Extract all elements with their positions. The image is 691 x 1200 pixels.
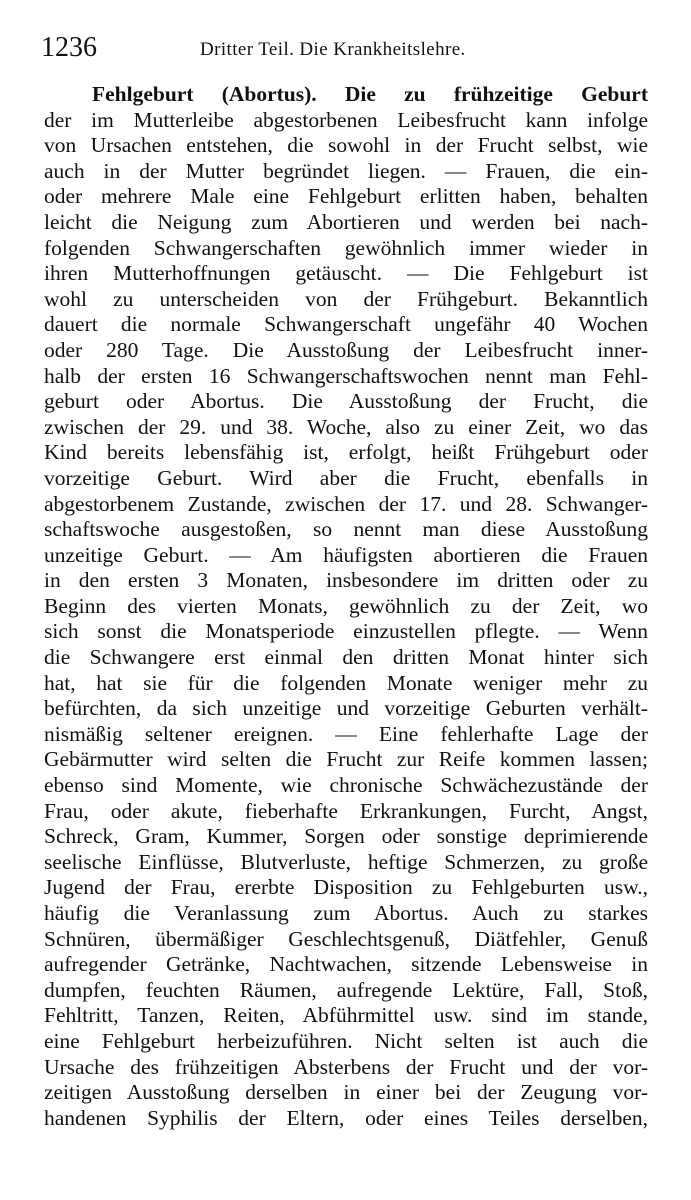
text-line: auch in der Mutter begründet liegen. — Frauen, die ein- — [44, 158, 648, 183]
text-line: seelische Einflüsse, Blutverluste, heftige Schmerzen, zu große — [44, 849, 648, 874]
text-line: Schnüren, übermäßiger Geschlechtsgenuß, Diätfehler, Genuß — [44, 926, 648, 951]
text-line: unzeitige Geburt. — Am häufigsten abortieren die Frauen — [44, 542, 648, 567]
text-line: halb der ersten 16 Schwangerschaftswochen nennt man Fehl- — [44, 363, 648, 388]
text-line: Fehltritt, Tanzen, Reiten, Abführmittel usw. sind im stande, — [44, 1003, 648, 1028]
text-line: oder mehrere Male eine Fehlgeburt erlitten haben, behalten — [44, 184, 648, 209]
text-line: wohl zu unterscheiden von der Frühgeburt. Bekanntlich — [44, 286, 648, 311]
text-line: schaftswoche ausgestoßen, so nennt man diese Ausstoßung — [44, 517, 648, 542]
page-number: 1236 — [41, 32, 97, 63]
text-line: hat, hat sie für die folgenden Monate weniger mehr zu — [44, 670, 648, 695]
text-line: eine Fehlgeburt herbeizuführen. Nicht selten ist auch die — [44, 1028, 648, 1053]
text-line: ebenso sind Momente, wie chronische Schwächezustände der — [44, 773, 648, 798]
text-line: handenen Syphilis der Eltern, oder eines Teiles derselben, — [44, 1105, 648, 1130]
text-line: sich sonst die Monatsperiode einzustellen pflegte. — Wenn — [44, 619, 648, 644]
text-line: nismäßig seltener ereignen. — Eine fehlerhafte Lage der — [44, 721, 648, 746]
text-line: Fehlgeburt (Abortus). Die zu frühzeitige Geburt — [92, 82, 648, 106]
text-line: aufregender Getränke, Nachtwachen, sitzende Lebensweise in — [44, 952, 648, 977]
text-line: Kind bereits lebensfähig ist, erfolgt, heißt Frühgeburt oder — [44, 440, 648, 465]
text-line: abgestorbenem Zustande, zwischen der 17. und 28. Schwanger- — [44, 491, 648, 516]
text-line: dumpfen, feuchten Räumen, aufregende Lektüre, Fall, Stoß, — [44, 977, 648, 1002]
text-line: die Schwangere erst einmal den dritten Monat hinter sich — [44, 645, 648, 670]
text-line: Beginn des vierten Monats, gewöhnlich zu der Zeit, wo — [44, 593, 648, 618]
page-header — [41, 28, 655, 68]
text-line: dauert die normale Schwangerschaft ungefähr 40 Wochen — [44, 312, 648, 337]
main-text — [44, 82, 648, 1131]
text-line: Schreck, Gram, Kummer, Sorgen oder sonstige deprimierende — [44, 824, 648, 849]
text-line: in den ersten 3 Monaten, insbesondere im dritten oder zu — [44, 568, 648, 593]
text-line: der im Mutterleibe abgestorbenen Leibesfrucht kann infolge — [44, 107, 648, 132]
text-line: Jugend der Frau, ererbte Disposition zu Fehlgeburten usw., — [44, 875, 648, 900]
text-line: zwischen der 29. und 38. Woche, also zu einer Zeit, wo das — [44, 414, 648, 439]
text-line: geburt oder Abortus. Die Ausstoßung der Frucht, die — [44, 389, 648, 414]
text-line: befürchten, da sich unzeitige und vorzeitige Geburten verhält- — [44, 696, 648, 721]
text-line: vorzeitige Geburt. Wird aber die Frucht, ebenfalls in — [44, 465, 648, 490]
text-line: häufig die Veranlassung zum Abortus. Auch zu starkes — [44, 901, 648, 925]
text-line: von Ursachen entstehen, die sowohl in der Frucht selbst, wie — [44, 133, 648, 158]
text-line: zeitigen Ausstoßung derselben in einer bei der Zeugung vor- — [44, 1080, 648, 1105]
text-line: oder 280 Tage. Die Ausstoßung der Leibesfrucht inner- — [44, 337, 648, 362]
running-head: Dritter Teil. Die Krankheitslehre. — [200, 39, 466, 60]
text-line: leicht die Neigung zum Abortieren und werden bei nach- — [44, 209, 648, 234]
text-line: folgenden Schwangerschaften gewöhnlich immer wieder in — [44, 235, 648, 260]
text-line: ihren Mutterhoffnungen getäuscht. — Die Fehlgeburt ist — [44, 261, 648, 286]
text-line: Frau, oder akute, fieberhafte Erkrankungen, Furcht, Angst, — [44, 798, 648, 823]
text-line: Ursache des frühzeitigen Absterbens der Frucht und der vor- — [44, 1054, 648, 1079]
text-line: Gebärmutter wird selten die Frucht zur Reife kommen lassen; — [44, 747, 648, 772]
